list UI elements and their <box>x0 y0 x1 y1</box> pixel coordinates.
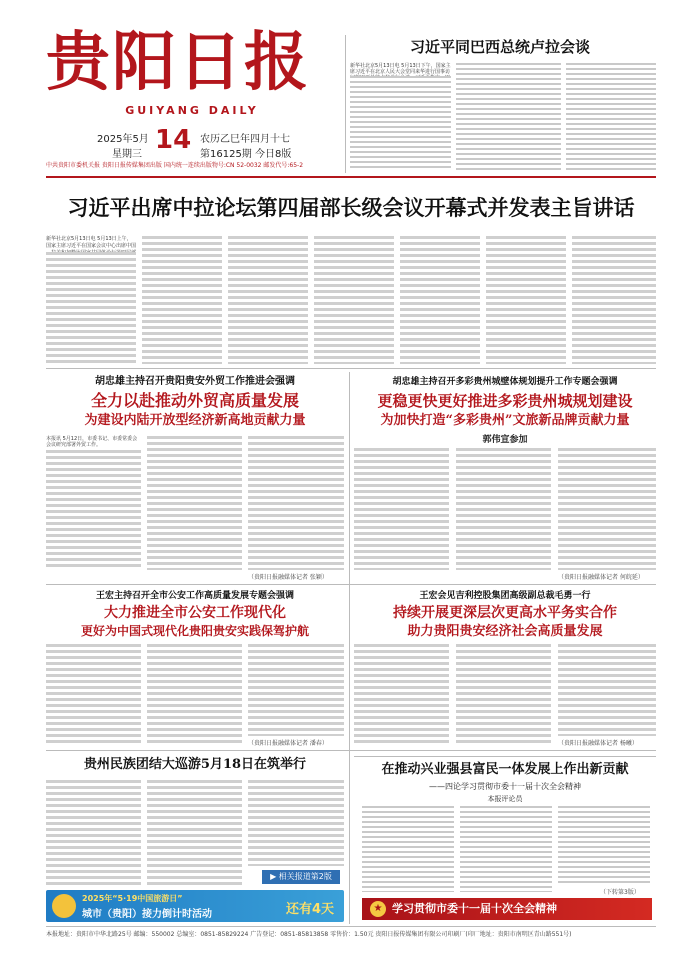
masthead-pinyin: GUIYANG DAILY <box>125 104 259 117</box>
banner-decoration-icon <box>52 894 76 918</box>
masthead-title: 贵阳日报 <box>46 25 310 100</box>
top-right-story-title: 习近平同巴西总统卢拉会谈 <box>409 38 590 56</box>
article3-credit: （贵阳日报融媒体记者 潘春） <box>248 740 328 747</box>
headline-col3 <box>228 236 308 364</box>
article5-tag-label: 相关报道第2版 <box>278 872 332 881</box>
top-right-story-col1 <box>350 76 451 171</box>
row3-bottom-rule <box>46 750 656 751</box>
article2-title-line1: 更稳更快更好推进多彩贵州城规划建设 <box>377 392 633 410</box>
article2-title-line2: 为加快打造“多彩贵州”文旅新品牌贡献力量 <box>380 413 630 428</box>
headline-title: 习近平出席中拉论坛第四届部长级会议开幕式并发表主旨讲话 <box>67 195 635 220</box>
article2-byline: 郭伟宣参加 <box>482 435 528 445</box>
article2-kicker: 胡忠雄主持召开多彩贵州城壁体规划提升工作专题会强调 <box>392 377 618 387</box>
article5-col2 <box>147 780 242 886</box>
article6-closing: （下转第3版） <box>600 889 640 896</box>
article2-credit: （贵阳日报融媒体记者 何皖延） <box>558 574 644 581</box>
tourism-day-banner <box>46 890 344 922</box>
article4-title-line2: 助力贵阳贵安经济社会高质量发展 <box>407 624 603 639</box>
headline-col5 <box>400 236 480 364</box>
article1-title-line1: 全力以赴推动外贸高质量发展 <box>90 391 299 410</box>
article1-col3 <box>248 436 344 570</box>
article2-col2 <box>456 448 551 570</box>
article3-title-line2: 更好为中国式现代化贵阳贵安实践保驾护航 <box>80 624 309 638</box>
masthead-issue: 第16125期 今日8版 <box>200 149 292 160</box>
footer-text: 本报地址：贵阳市中华北路25号 邮编：550002 总编室：0851-85829224 广告登记：0851-85813858 零售价：1.50元 贵阳日报传媒集团有限公司印刷厂(印厂地址：贵阳市南明区青山路551号) <box>46 931 572 938</box>
banner-countdown: 还有4天 <box>286 902 335 917</box>
article1-col2 <box>147 436 242 570</box>
article6-col2 <box>460 806 552 892</box>
top-right-story-lead: 新华社北京5月13日电 5月13日下午，国家主席习近平在北京人民大会堂同来华进行国事访 <box>350 63 451 75</box>
top-right-story-col3 <box>566 63 656 171</box>
article3-title-line1: 大力推进全市公安工作现代化 <box>104 605 286 621</box>
article5-tag[interactable] <box>262 870 340 884</box>
masthead-info-bar: 中共贵阳市委机关报 贵阳日报传媒集团出版 国内统一连续出版物号:CN 52-0032 邮发代号:65-2 <box>46 162 304 169</box>
article2-col3 <box>558 448 656 570</box>
article4-col2 <box>456 644 551 744</box>
banner-line2: 城市（贵阳）接力倒计时活动 <box>82 909 212 920</box>
footer-rule <box>46 926 656 927</box>
article6-title: 在推动兴业强县富民一体发展上作出新贡献 <box>381 762 629 777</box>
article1-lead: 本报讯 5月12日，市委书记、市委常委会会议研究部署外贸工作。 <box>46 436 138 448</box>
headline-bottom-rule <box>46 368 656 369</box>
headline-col2 <box>142 236 222 364</box>
article1-title-line2: 为建设内陆开放型经济新高地贡献力量 <box>84 413 306 428</box>
article4-credit: （贵阳日报融媒体记者 杨曦） <box>558 740 638 747</box>
party-emblem-icon: ★ <box>370 901 386 917</box>
article3-col2 <box>147 644 242 744</box>
masthead-lunar: 农历乙巳年四月十七 <box>200 134 290 145</box>
headline-col1 <box>46 252 136 364</box>
headline-col4 <box>314 236 394 364</box>
article6-frame-rule <box>354 756 656 757</box>
headline-col7 <box>572 236 656 364</box>
banner-line1: 2025年“5·19中国旅游日” <box>82 894 183 903</box>
headline-col6 <box>486 236 566 364</box>
link-icon: ▶ <box>270 872 279 881</box>
article3-kicker: 王宏主持召开全市公安工作高质量发展专题会强调 <box>95 591 294 601</box>
article5-title: 贵州民族团结大巡游5月18日在筑举行 <box>83 757 307 772</box>
article1-credit: （贵阳日报融媒体记者 张颖） <box>248 574 328 581</box>
masthead-divider <box>345 35 346 173</box>
article4-col3 <box>558 644 656 736</box>
article6-subtitle: ——四论学习贯彻市委十一届十次全会精神 <box>429 782 581 791</box>
article6-col1 <box>362 806 454 892</box>
article4-col1 <box>354 644 449 744</box>
study-spirit-banner-label: 学习贯彻市委十一届十次全会精神 <box>392 902 557 915</box>
article2-col1 <box>354 448 449 570</box>
masthead-weekday: 星期三 <box>112 149 142 160</box>
article1-kicker: 胡忠雄主持召开贵阳贵安外贸工作推进会强调 <box>95 376 295 387</box>
headline-lead: 新华社北京5月13日电 5月13日上午，国家主席习近平在国家会议中心出席中国 <box>46 236 137 249</box>
article3-col1 <box>46 644 141 744</box>
article5-col1 <box>46 780 141 886</box>
masthead-bottom-rule <box>46 176 656 178</box>
masthead-day-number: 14 <box>155 125 192 155</box>
article4-kicker: 王宏会见吉利控股集团高级副总裁毛勇一行 <box>419 591 591 601</box>
row2-bottom-rule <box>46 584 656 585</box>
article5-col3 <box>248 780 344 866</box>
article4-title-line1: 持续开展更深层次更高水平务实合作 <box>393 605 617 621</box>
article1-col1 <box>46 450 141 570</box>
article6-byline: 本报评论员 <box>487 795 523 803</box>
top-right-story-col2 <box>456 63 561 171</box>
masthead-date: 2025年5月 <box>97 134 149 145</box>
middle-vertical-rule <box>349 372 350 924</box>
article3-col3 <box>248 644 344 736</box>
article6-col3 <box>558 806 650 886</box>
study-spirit-banner <box>362 898 652 920</box>
